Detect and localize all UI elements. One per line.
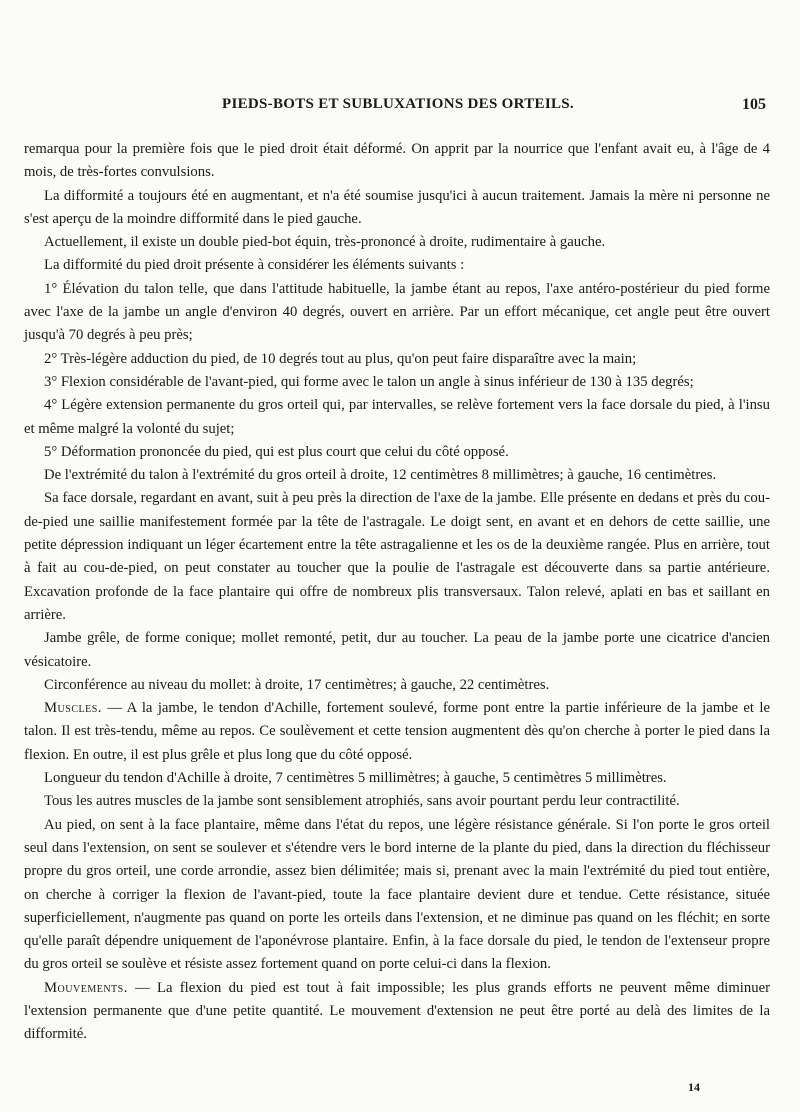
paragraph — [24, 814, 770, 977]
running-title: PIEDS-BOTS ET SUBLUXATIONS DES ORTEILS. — [222, 96, 574, 112]
paragraph — [24, 441, 770, 464]
paragraph-text: Actuellement, il existe un double pied-bot équin, très-prononcé à droite, rudimentaire à gauche. — [44, 234, 606, 251]
paragraph — [24, 138, 770, 185]
paragraph — [24, 278, 770, 348]
paragraph — [24, 790, 770, 813]
paragraph-text: De l'extrémité du talon à l'extrémité du gros orteil à droite, 12 centimètres 8 millimètres; à gauche, 16 centimètres. — [44, 467, 717, 484]
paragraph-text: — A la jambe, le tendon d'Achille, fortement soulevé, forme pont entre la partie inférieure de la jambe et le talon. Il est très-tendu, même au repos. Ce soulèvement et cette tension augmentent dès qu'on cherche à porter le pied dans la flexion. En outre, il est plus grêle et plus long que du côté opposé. — [24, 700, 770, 763]
paragraph — [24, 464, 770, 487]
paragraph — [24, 627, 770, 674]
paragraph-text: Jambe grêle, de forme conique; mollet remonté, petit, dur au toucher. La peau de la jambe porte une cicatrice d'ancien vésicatoire. — [24, 630, 770, 670]
running-header — [30, 96, 766, 122]
paragraph-text: 5° Déformation prononcée du pied, qui est plus court que celui du côté opposé. — [44, 443, 509, 460]
signature-mark: 14 — [688, 1080, 700, 1094]
paragraph — [24, 254, 770, 277]
page-number: 105 — [742, 96, 766, 113]
paragraph-text: Circonférence au niveau du mollet: à droite, 17 centimètres; à gauche, 22 centimètres. — [44, 676, 550, 693]
section-lead: Muscles. — [44, 700, 102, 717]
paragraph-text: 3° Flexion considérable de l'avant-pied, qui forme avec le talon un angle à sinus inférieur de 130 à 135 degrés; — [44, 373, 694, 390]
paragraph-text: remarqua pour la première fois que le pied droit était déformé. On apprit par la nourrice que l'enfant avait eu, à l'âge de 4 mois, de très-fortes convulsions. — [24, 141, 770, 181]
paragraph-text: Longueur du tendon d'Achille à droite, 7 centimètres 5 millimètres; à gauche, 5 centimètres 5 millimètres. — [44, 770, 667, 787]
paragraph — [24, 674, 770, 697]
paragraph — [24, 697, 770, 767]
paragraph-text: La difformité du pied droit présente à considérer les éléments suivants : — [44, 257, 465, 274]
paragraph-text: 2° Très-légère adduction du pied, de 10 degrés tout au plus, qu'on peut faire disparaître avec la main; — [44, 350, 637, 367]
paragraph — [24, 487, 770, 627]
paragraph — [24, 394, 770, 441]
paragraph — [24, 977, 770, 1047]
section-lead: Mouvements. — [44, 979, 128, 996]
paragraph — [24, 185, 770, 232]
paragraph — [24, 767, 770, 790]
paragraph — [24, 371, 770, 394]
paragraph-text: Tous les autres muscles de la jambe sont sensiblement atrophiés, sans avoir pourtant perdu leur contractilité. — [44, 793, 680, 810]
paragraph-text: 4° Légère extension permanente du gros orteil qui, par intervalles, se relève fortement vers la face dorsale du pied, à l'insu et même malgré la volonté du sujet; — [24, 397, 770, 437]
paragraph-text: 1° Élévation du talon telle, que dans l'attitude habituelle, la jambe étant au repos, l'axe antéro-postérieur du pied forme avec l'axe de la jambe un angle d'environ 40 degrés, ouvert en arrière. Par un effort mécanique, cet angle peut être ouvert jusqu'à 70 degrés à peu près; — [24, 280, 770, 344]
paragraph — [24, 231, 770, 254]
paragraph — [24, 348, 770, 371]
paragraph-text: — La flexion du pied est tout à fait impossible; les plus grands efforts ne peuvent même diminuer l'extension permanente que d'une petite quantité. Le mouvement d'extension ne peut être porté au delà des limites de la difformité. — [24, 979, 770, 1043]
paragraph-text: Sa face dorsale, regardant en avant, suit à peu près la direction de l'axe de la jambe. Elle présente en dedans et près du cou-de-pied une saillie manifestement formée par la tête de l'astragale. Le doigt sent, en avant et en dehors de cette saillie, une petite dépression indiquant un léger écartement entre la tête astragalienne et les os de la deuxième rangée. Plus en arrière, tout à fait au cou-de-pied, on peut constater au toucher que la poulie de l'astragale est découverte dans sa partie antérieure. Excavation profonde de la face plantaire qui offre de nombreux plis transversaux. Talon relevé, aplati en bas et saillant en arrière. — [24, 490, 770, 623]
paragraph-text: Au pied, on sent à la face plantaire, même dans l'état du repos, une légère résistance générale. Si l'on porte le gros orteil seul dans l'extension, on sent se soulever et s'étendre vers le bord interne de la plante du pied, dans la direction du fléchisseur propre du gros orteil, une corde arrondie, assez bien délimitée; mais si, prenant avec la main l'extrémité du pied tout entière, on cherche à corriger la flexion de l'avant-pied, toute la face plantaire devient dure et tendue. Cette résistance, située superficiellement, n'augmente pas quand on porte les orteils dans l'extension, et ne diminue pas quand on les fléchit; en sorte qu'elle paraît dépendre uniquement de l'aponévrose plantaire. Enfin, à la face dorsale du pied, le tendon de l'extenseur propre du gros orteil se soulève et résiste assez fortement quand on porte celui-ci dans la flexion. — [24, 816, 770, 973]
paragraph-text: La difformité a toujours été en augmentant, et n'a été soumise jusqu'ici à aucun traitement. Jamais la mère ni personne ne s'est aperçu de la moindre difformité dans le pied gauche. — [24, 187, 770, 227]
body-text — [24, 138, 770, 1047]
